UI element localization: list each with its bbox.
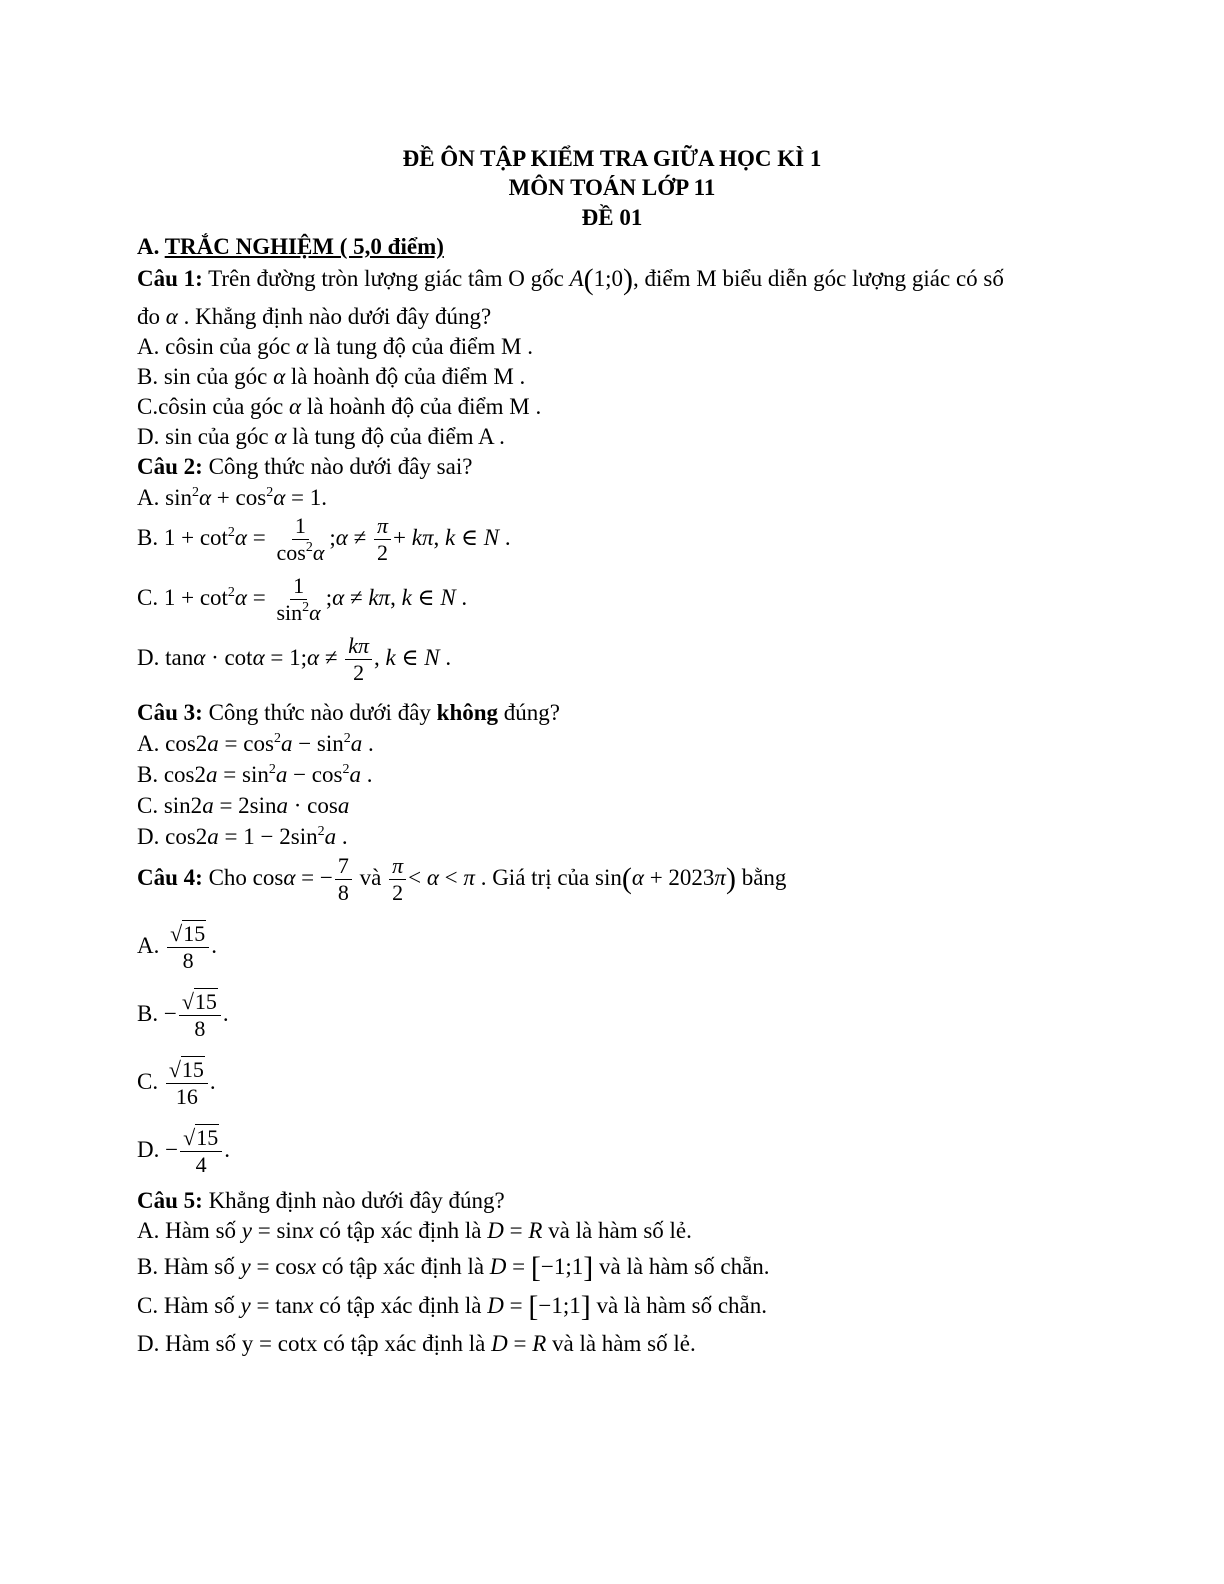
question-2-label: Câu 2: (137, 454, 203, 479)
question-3-stem: Câu 3: Công thức nào dưới đây không đúng? (137, 700, 560, 725)
question-1-option-c: C.côsin của góc α là hoành độ của điểm M . (137, 394, 542, 419)
title-line-3: ĐỀ 01 (581, 205, 643, 230)
question-3-option-a: A. $\cos 2a = \cos^2a - \sin^2a$ . (137, 731, 374, 756)
title-line-2: MÔN TOÁN LỚP 11 (508, 175, 716, 200)
question-5-option-b: B. Hàm số y = cosx có tập xác định là D = [−1;1] và là hàm số chẵn. (137, 1251, 770, 1284)
question-2-option-a: A. $\sin^2\alpha + \cos^2\alpha = 1$. (137, 485, 327, 510)
question-4-option-a: A. $\frac{√15}{8}$ . (137, 921, 217, 973)
question-4-option-d: D. − $\frac{√15}{4}$ . (137, 1125, 230, 1177)
question-2-option-c: C. $1 + \cot^2\alpha$ = $\frac{1}{\sin^2\alpha}$ ;α ≠ kπ, k ∈ N . (137, 573, 468, 625)
question-3-label: Câu 3: (137, 700, 203, 725)
question-3-option-b: B. $\cos 2a = \sin^2a - \cos^2a$ . (137, 762, 373, 787)
question-1-stem: Câu 1: Trên đường tròn lượng giác tâm O gốc A(1;0), điểm M biểu diễn góc lượng giác có số (137, 263, 1004, 296)
title-line-1: ĐỀ ÔN TẬP KIỂM TRA GIỮA HỌC KÌ 1 (402, 146, 822, 171)
question-1-option-d: D. sin của góc α là tung độ của điểm A . (137, 424, 505, 449)
question-5-option-d: D. Hàm số y = cotx có tập xác định là D = R và là hàm số lẻ. (137, 1331, 696, 1356)
question-4-label: Câu 4: (137, 864, 203, 890)
question-1-label: Câu 1: (137, 266, 203, 291)
question-2-stem: Câu 2: Công thức nào dưới đây sai? (137, 454, 473, 479)
section-title: TRẮC NGHIỆM ( 5,0 điểm) (164, 234, 444, 259)
question-4-option-c: C. $\frac{√15}{16}$ . (137, 1057, 216, 1109)
question-5-label: Câu 5: (137, 1188, 203, 1213)
section-heading: A. TRẮC NGHIỆM ( 5,0 điểm) (137, 234, 444, 259)
question-5-option-a: A. Hàm số y = sinx có tập xác định là D = R và là hàm số lẻ. (137, 1218, 692, 1243)
question-5-stem: Câu 5: Khẳng định nào dưới đây đúng? (137, 1188, 505, 1213)
question-4-stem: Câu 4: Cho cosα = − $\frac{7}{8}$ và $\frac{\pi}{2}$ < α < π . Giá trị của sin(α + 2023π) bằng (137, 853, 787, 905)
question-4-option-b: B. − $\frac{√15}{8}$ . (137, 989, 229, 1041)
question-1-stem-cont: đo α . Khẳng định nào dưới đây đúng? (137, 304, 492, 329)
question-2-option-b: B. $1 + \cot^2\alpha$ = $\frac{1}{\cos^2\alpha}$ ;α ≠ $\frac{\pi}{2}$ + kπ, k ∈ N . (137, 513, 511, 565)
question-1-option-b: B. sin của góc α là hoành độ của điểm M . (137, 364, 526, 389)
question-3-option-d: D. $\cos 2a = 1 - 2\sin^2a$ . (137, 824, 348, 849)
question-3-option-c: C. sin2a = 2sina · cosa (137, 793, 350, 818)
question-1-option-a: A. côsin của góc α là tung độ của điểm M . (137, 334, 533, 359)
question-2-option-d: D. tanα · cotα = 1;α ≠ $\frac{k\pi}{2}$ , k ∈ N . (137, 633, 452, 685)
question-5-option-c: C. Hàm số y = tanx có tập xác định là D = [−1;1] và là hàm số chẵn. (137, 1290, 767, 1323)
